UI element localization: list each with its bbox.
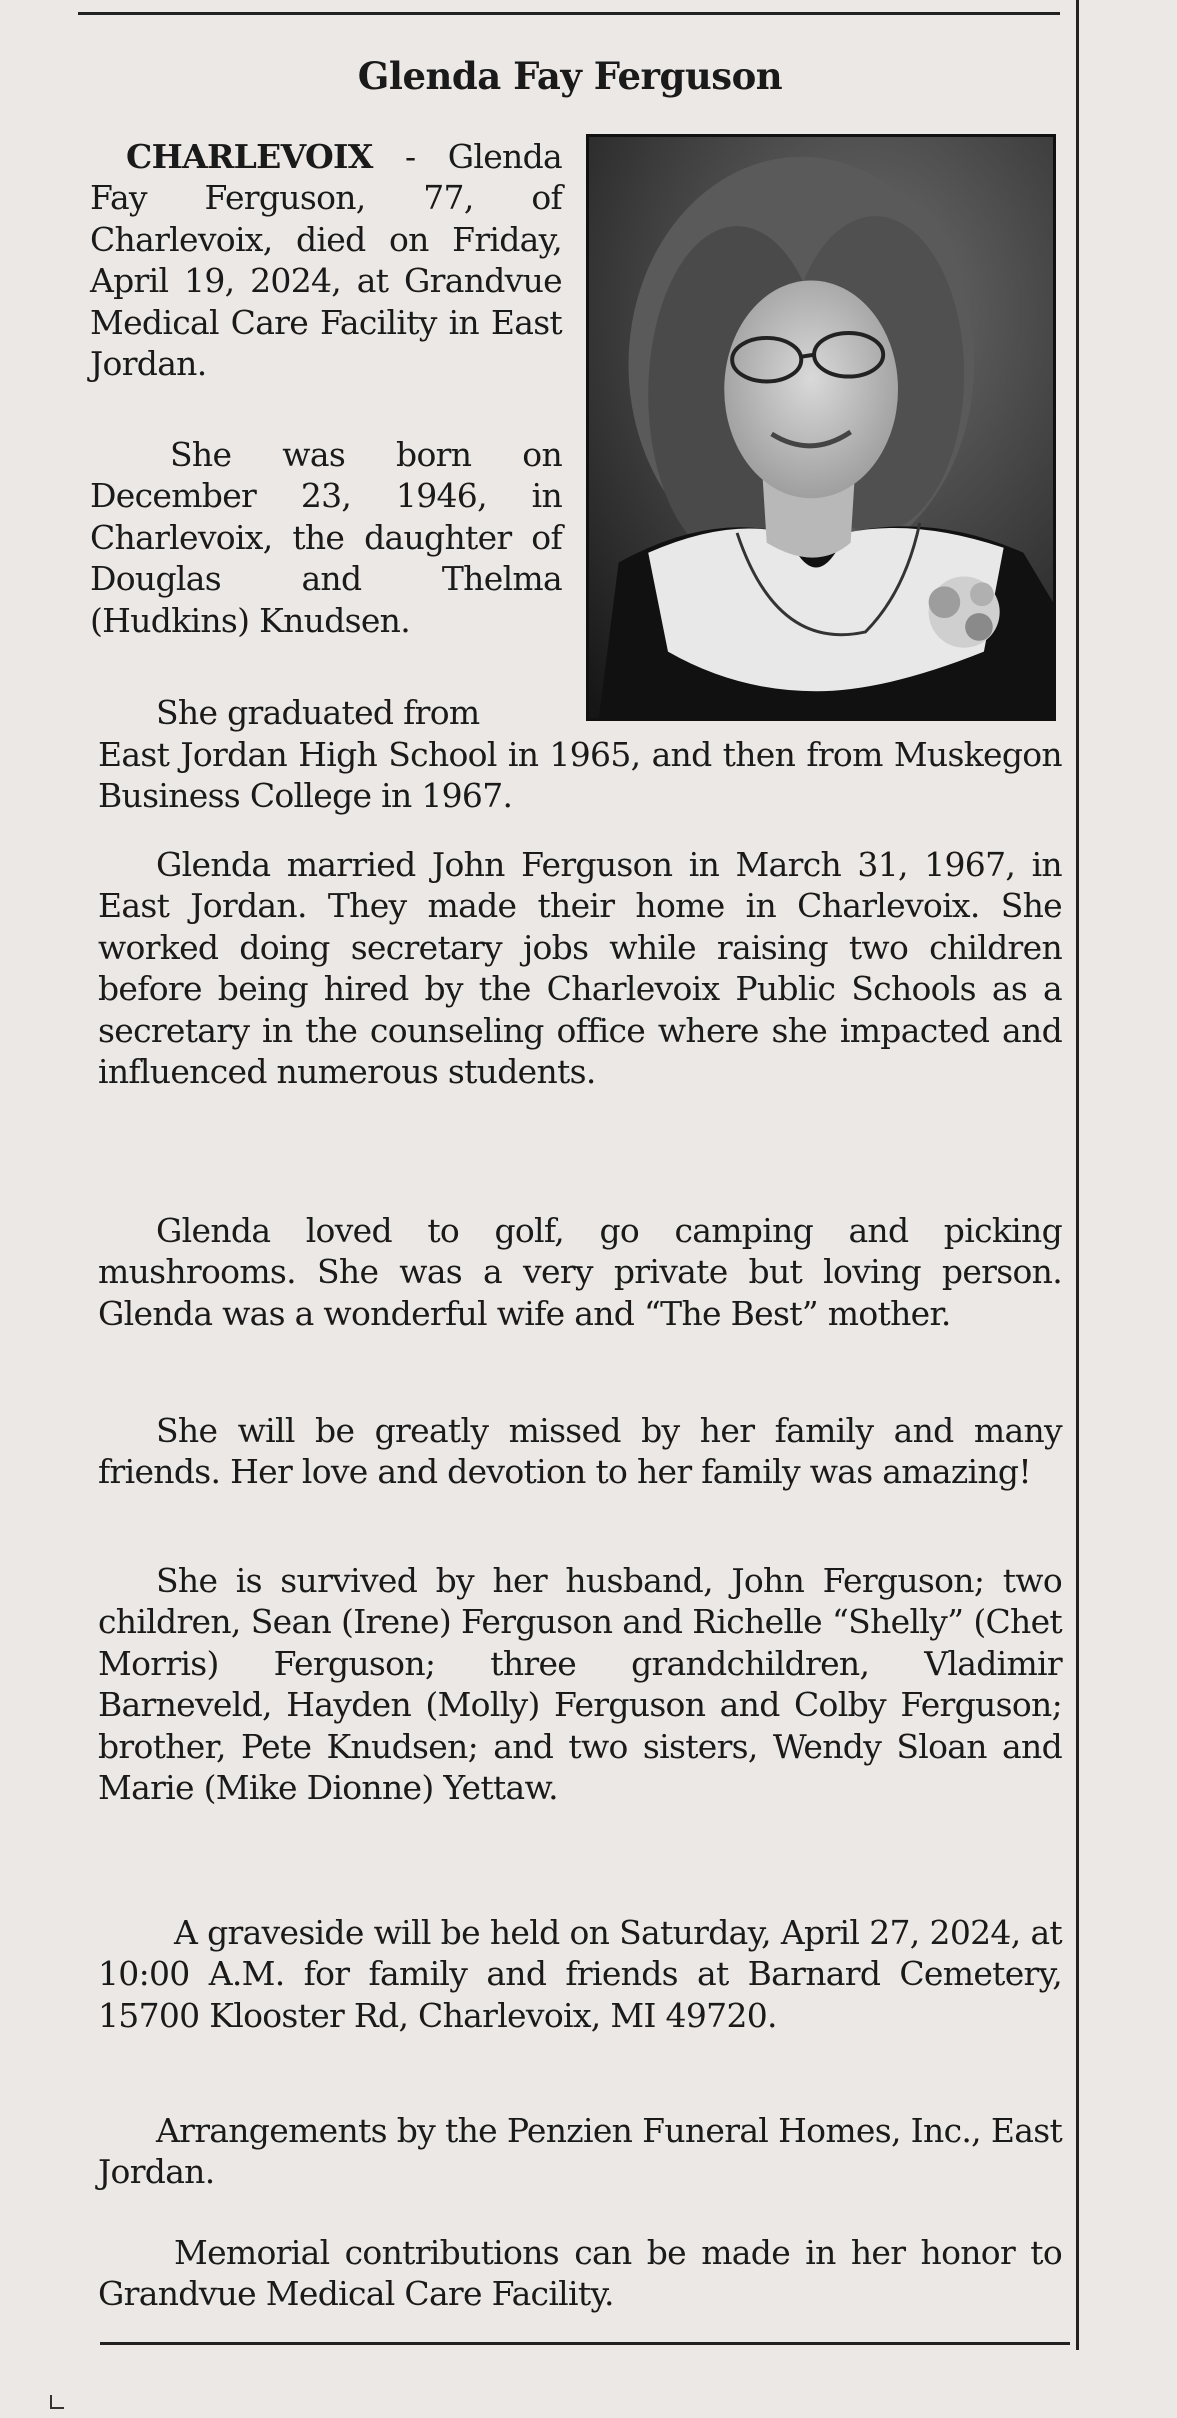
paragraph-marriage bbox=[98, 844, 1062, 1092]
top-rule bbox=[78, 12, 1060, 15]
marriage-text: Glenda married John Ferguson in March 31, 1967, in East Jordan. They made their home in Charlevoix. She worked doing secretary jobs while raising two children before being hired by the Charlevoix Public Schools as a secretary in the counseling office where she impacted and influenced numerous students. bbox=[98, 845, 1062, 1092]
crop-mark-icon bbox=[50, 2395, 64, 2409]
paragraph-memorial bbox=[98, 2232, 1062, 2315]
missed-text: She will be greatly missed by her family and many friends. Her love and devotion to her family was amazing! bbox=[98, 1411, 1062, 1492]
paragraph-birth bbox=[90, 434, 562, 641]
paragraph-death-notice bbox=[90, 136, 562, 384]
education-text: East Jordan High School in 1965, and then from Muskegon Business College in 1967. bbox=[98, 735, 1062, 816]
memorial-text: Memorial contributions can be made in her honor to Grandvue Medical Care Facility. bbox=[98, 2233, 1062, 2314]
paragraph-survivors bbox=[98, 1560, 1062, 1808]
obituary-headline: Glenda Fay Ferguson bbox=[357, 54, 783, 98]
portrait-photo bbox=[586, 134, 1056, 721]
hobbies-text: Glenda loved to golf, go camping and picking mushrooms. She was a very private but loving person. Glenda was a wonderful wife and “The Best” mother. bbox=[98, 1211, 1062, 1333]
paragraph-education bbox=[98, 734, 1062, 817]
paragraph-education-start bbox=[90, 692, 562, 733]
survivors-text: She is survived by her husband, John Ferguson; two children, Sean (Irene) Ferguson and Richelle “Shelly” (Chet Morris) Ferguson; three grandchildren, Vladimir Barneveld, Hayden (Molly) Ferguson and Colby Ferguson; brother, Pete Knudsen; and two sisters, Wendy Sloan and Marie (Mike Dionne) Yettaw. bbox=[98, 1561, 1062, 1808]
paragraph-graveside bbox=[98, 1912, 1062, 2036]
arrangements-text: Arrangements by the Penzien Funeral Homes, Inc., East Jordan. bbox=[98, 2111, 1062, 2192]
dateline: CHARLEVOIX bbox=[126, 137, 373, 176]
column-rule bbox=[1076, 0, 1079, 2350]
death-notice-text: - Glenda Fay Ferguson, 77, of Charlevoix, died on Friday, April 19, 2024, at Grandvue Medical Care Facility in East Jordan. bbox=[90, 137, 562, 384]
bottom-rule bbox=[100, 2342, 1070, 2345]
graveside-text: A graveside will be held on Saturday, April 27, 2024, at 10:00 A.M. for family and friends at Barnard Cemetery, 15700 Klooster Rd, Charlevoix, MI 49720. bbox=[98, 1913, 1062, 2035]
education-text-start: She graduated from bbox=[156, 693, 480, 732]
paragraph-hobbies bbox=[98, 1210, 1062, 1334]
paragraph-arrangements bbox=[98, 2110, 1062, 2193]
birth-text: She was born on December 23, 1946, in Charlevoix, the daughter of Douglas and Thelma (Hudkins) Knudsen. bbox=[90, 435, 562, 640]
paragraph-missed bbox=[98, 1410, 1062, 1493]
